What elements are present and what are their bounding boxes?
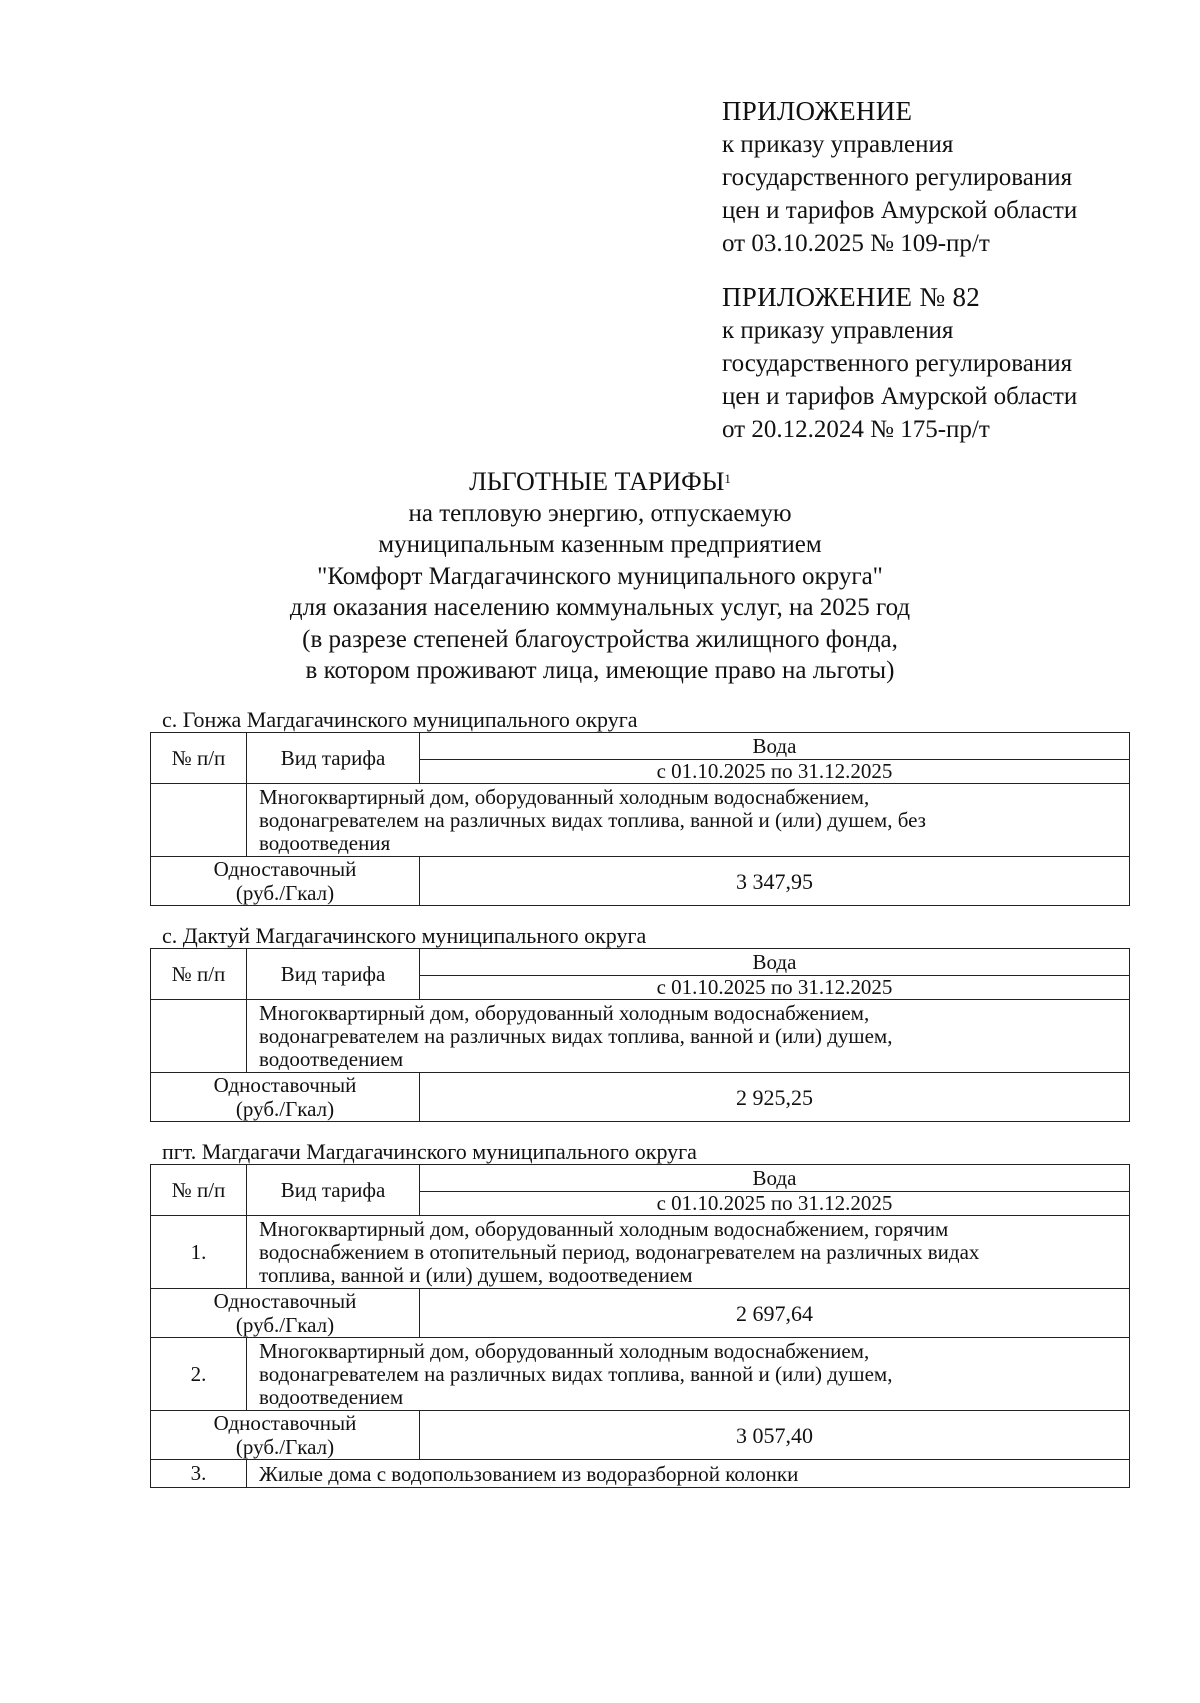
- appendix-line: государственного регулирования: [722, 350, 1073, 377]
- tariff-kind-line: (руб./Гкал): [235, 1097, 335, 1121]
- row-description: [247, 784, 1130, 857]
- description-line: водоотведения: [259, 831, 391, 855]
- row-description: [247, 1216, 1130, 1289]
- appendix-line: к приказу управления: [722, 317, 954, 344]
- section-location: с. Дактуй Магдагачинского муниципального округа: [162, 923, 647, 948]
- title-line: "Комфорт Магдагачинского муниципального округа": [317, 562, 883, 590]
- appendix-heading: ПРИЛОЖЕНИЕ № 82: [722, 282, 981, 312]
- description-line: топлива, ванной и (или) душем, водоотведением: [259, 1263, 693, 1287]
- description-line: Многоквартирный дом, оборудованный холодным водоснабжением, горячим: [259, 1217, 949, 1241]
- header-num: № п/п: [151, 1165, 247, 1216]
- header-period: с 01.10.2025 по 31.12.2025: [420, 976, 1130, 1000]
- tariff-kind-line: (руб./Гкал): [235, 1313, 335, 1337]
- tariff-value: 2 925,25: [420, 1073, 1130, 1122]
- header-type: Вид тарифа: [247, 733, 420, 784]
- header-period: с 01.10.2025 по 31.12.2025: [420, 760, 1130, 784]
- tariff-kind: [151, 1289, 420, 1338]
- description-line: водонагревателем на различных видах топлива, ванной и (или) душем,: [259, 1362, 893, 1386]
- appendix-line: цен и тарифов Амурской области: [722, 197, 1078, 224]
- title-main: [0, 466, 1200, 498]
- tariff-kind-line: Одноставочный: [213, 1289, 357, 1313]
- appendix-line: цен и тарифов Амурской области: [722, 383, 1078, 410]
- table-row: [151, 1338, 1130, 1411]
- tariff-value: 3 347,95: [420, 857, 1130, 906]
- section-location: пгт. Магдагачи Магдагачинского муниципального округа: [162, 1139, 697, 1164]
- row-number: [151, 784, 247, 857]
- appendix-line: от 03.10.2025 № 109-пр/т: [722, 230, 990, 257]
- table-row: [151, 1000, 1130, 1073]
- tariff-table: [150, 732, 1130, 906]
- tariff-table: [150, 948, 1130, 1122]
- row-description: [247, 1000, 1130, 1073]
- row-number: 1.: [151, 1216, 247, 1289]
- section-location: с. Гонжа Магдагачинского муниципального округа: [162, 707, 638, 732]
- footnote-mark: 1: [724, 471, 731, 486]
- title-line: в котором проживают лица, имеющие право на льготы): [305, 657, 895, 684]
- table-row: [151, 784, 1130, 857]
- tariff-kind-line: Одноставочный: [213, 1073, 357, 1097]
- description-line: водоотведением: [259, 1047, 404, 1071]
- description-line: водонагревателем на различных видах топлива, ванной и (или) душем,: [259, 1024, 893, 1048]
- appendix-original-order: [722, 281, 1077, 446]
- table-row: [151, 1073, 1130, 1122]
- document-title: [0, 466, 1200, 687]
- table-row: [151, 1411, 1130, 1460]
- table-row: [151, 1289, 1130, 1338]
- appendix-current-order: [722, 95, 1077, 260]
- appendix-line: от 20.12.2024 № 175-пр/т: [722, 416, 990, 443]
- tariff-kind: [151, 1073, 420, 1122]
- row-number: [151, 1000, 247, 1073]
- table-row: [151, 857, 1130, 906]
- description-line: Многоквартирный дом, оборудованный холодным водоснабжением,: [259, 785, 870, 809]
- row-description: [247, 1460, 1130, 1488]
- title-text: ЛЬГОТНЫЕ ТАРИФЫ: [469, 467, 725, 496]
- tariff-value: 3 057,40: [420, 1411, 1130, 1460]
- header-num: № п/п: [151, 733, 247, 784]
- table-row: [151, 1460, 1130, 1488]
- header-period: с 01.10.2025 по 31.12.2025: [420, 1192, 1130, 1216]
- title-line: (в разрезе степеней благоустройства жилищного фонда,: [302, 625, 898, 653]
- row-number: 2.: [151, 1338, 247, 1411]
- tariff-kind-line: Одноставочный: [213, 857, 357, 881]
- title-line: муниципальным казенным предприятием: [378, 531, 822, 558]
- description-line: Многоквартирный дом, оборудованный холодным водоснабжением,: [259, 1001, 870, 1025]
- tariff-table: [150, 1164, 1130, 1488]
- tariff-kind: [151, 1411, 420, 1460]
- appendix-heading: ПРИЛОЖЕНИЕ: [722, 96, 913, 126]
- description-line: водоснабжением в отопительный период, водонагревателем на различных видах: [259, 1240, 980, 1264]
- table-row: [151, 1216, 1130, 1289]
- header-water: Вода: [420, 733, 1130, 760]
- description-line: водонагревателем на различных видах топлива, ванной и (или) душем, без: [259, 808, 926, 832]
- tariff-kind-line: (руб./Гкал): [235, 1435, 335, 1459]
- header-type: Вид тарифа: [247, 949, 420, 1000]
- tariff-kind: [151, 857, 420, 906]
- tariff-kind-line: Одноставочный: [213, 1411, 357, 1435]
- appendix-line: государственного регулирования: [722, 164, 1073, 191]
- title-line: на тепловую энергию, отпускаемую: [408, 499, 792, 527]
- tariff-kind-line: (руб./Гкал): [235, 881, 335, 905]
- description-line: Жилые дома с водопользованием из водоразборной колонки: [259, 1461, 799, 1486]
- description-line: Многоквартирный дом, оборудованный холодным водоснабжением,: [259, 1339, 870, 1363]
- row-description: [247, 1338, 1130, 1411]
- tariff-value: 2 697,64: [420, 1289, 1130, 1338]
- header-water: Вода: [420, 949, 1130, 976]
- header-water: Вода: [420, 1165, 1130, 1192]
- row-number: 3.: [151, 1460, 247, 1488]
- header-num: № п/п: [151, 949, 247, 1000]
- appendix-line: к приказу управления: [722, 131, 954, 158]
- title-line: для оказания населению коммунальных услуг, на 2025 год: [289, 594, 911, 621]
- header-type: Вид тарифа: [247, 1165, 420, 1216]
- description-line: водоотведением: [259, 1385, 404, 1409]
